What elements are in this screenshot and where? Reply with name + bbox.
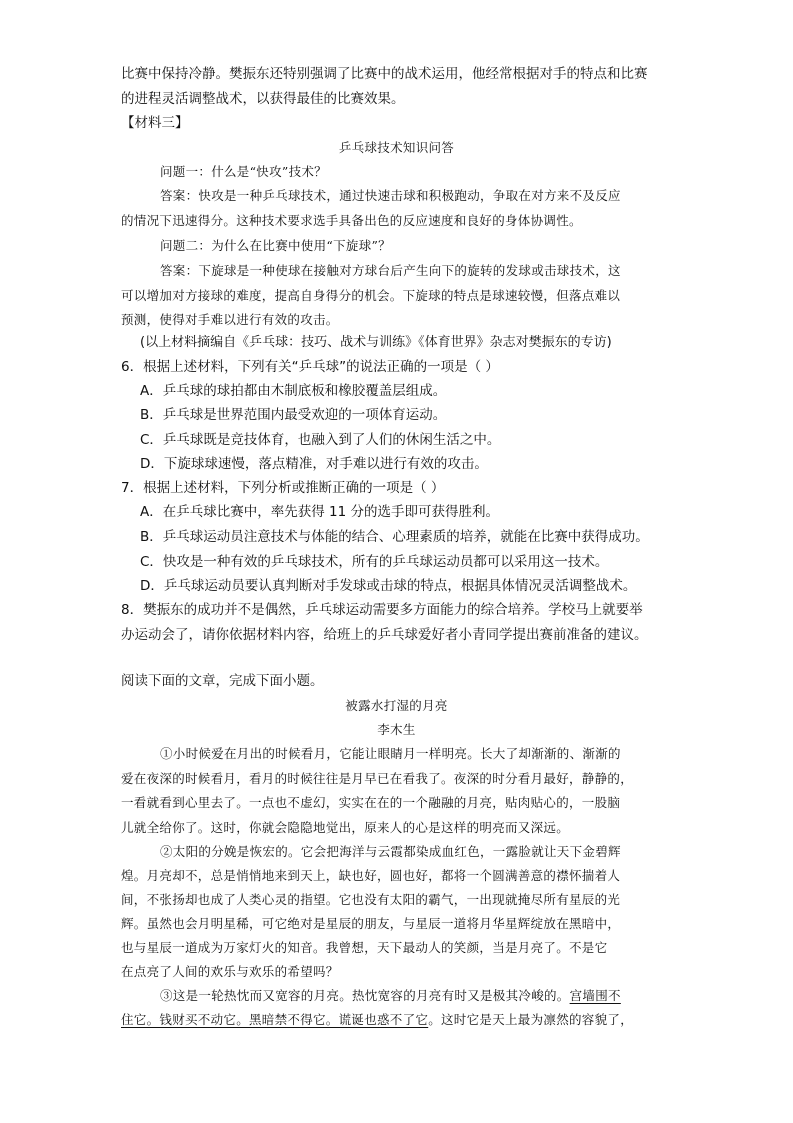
material3-answer-2: 可以增加对方接球的难度，提高自身得分的机会。下旋球的特点是球速较慢，但落点难以 — [121, 288, 621, 303]
question-8-stem: 办运动会了，请你依据材料内容，给班上的乒乓球爱好者小青同学提出赛前准备的建议。 — [121, 627, 648, 643]
material3-answer-2: 预测，使得对手难以进行有效的攻击。 — [121, 312, 339, 327]
paragraph-1-line: 爱在夜深的时候看月，看月的时候往往是月早已在看我了。夜深的时分看月最好，静静的， — [121, 771, 634, 786]
question-8-stem: 8．樊振东的成功并不是偶然，乒乓球运动需要多方面能力的综合培养。学校马上就要举 — [121, 602, 643, 618]
question-7-stem: 7．根据上述材料，下列分析或推断正确的一项是（ ） — [121, 480, 445, 496]
paragraph-2-line: 也与星辰一道成为万家灯火的知音。我曾想，天下最动人的笑颜，当是月亮了。不是它 — [121, 940, 608, 955]
paragraph-2-line: 在点亮了人间的欢乐与欢乐的希望吗？ — [121, 964, 339, 979]
material2-text-line: 比赛中保持冷静。樊振东还特别强调了比赛中的战术运用，他经常根据对手的特点和比赛 — [121, 66, 648, 82]
article-author: 李木生 — [377, 722, 416, 737]
paragraph-1-line: ①小时候爱在月出的时候看月，它能让眼睛月一样明亮。长大了却渐渐的、渐渐的 — [160, 746, 621, 761]
paragraph-3-text: ③这是一轮热忱而又宽容的月亮。热忱宽容的月亮有时又是极其冷峻的。 — [160, 988, 570, 1003]
material2-text-line: 的进程灵活调整战术，以获得最佳的比赛效果。 — [121, 91, 405, 107]
material3-label: 【材料三】 — [121, 115, 189, 131]
material3-question-1: 问题一：什么是“快攻”技术？ — [160, 164, 327, 179]
question-7-option-b[interactable]: B．乒乓球运动员注意技术与体能的结合、心理素质的培养，就能在比赛中获得成功。 — [140, 529, 649, 545]
article-title: 被露水打湿的月亮 — [345, 698, 448, 713]
paragraph-2-line: 间，不张扬却也成了人类心灵的指望。它也没有太阳的霸气，一出现就掩尽所有星辰的光 — [121, 892, 621, 907]
material3-title: 乒乓球技术知识问答 — [338, 140, 455, 155]
question-6-option-b[interactable]: B．乒乓球是世界范围内最受欢迎的一项体育运动。 — [140, 407, 447, 423]
underlined-text: 住它。钱财买不动它。黑暗禁不得它。谎诞也惑不了它 — [121, 1012, 429, 1027]
paragraph-2-line: 煌。月亮却不，总是悄悄地来到天上，缺也好，圆也好，都将一个圆满善意的襟怀揣着人 — [121, 868, 621, 883]
material3-answer-1: 答案：快攻是一种乒乓球技术，通过快速击球和积极跑动，争取在对方来不及反应 — [160, 188, 621, 203]
underlined-text: 宫墙围不 — [569, 988, 621, 1003]
paragraph-3-line — [160, 986, 621, 1006]
question-6-option-d[interactable]: D．下旋球球速慢，落点精准，对手难以进行有效的攻击。 — [140, 456, 488, 472]
reading-instruction: 阅读下面的文章，完成下面小题。 — [121, 673, 324, 689]
paragraph-2-line: ②太阳的分娩是恢宏的。它会把海洋与云霞都染成血红色，一露脸就让天下金碧辉 — [160, 844, 621, 859]
material3-answer-1: 的情况下迅速得分。这种技术要求选手具备出色的反应速度和良好的身体协调性。 — [121, 213, 582, 228]
paragraph-2-line: 辉。虽然也会月明星稀，可它绝对是星辰的朋友，与星辰一道将月华星辉绽放在黑暗中， — [121, 916, 621, 931]
question-6-option-a[interactable]: A．乒乓球的球拍都由木制底板和橡胶覆盖层组成。 — [140, 383, 447, 399]
paragraph-1-line: 一看就看到心里去了。一点也不虚幻，实实在在的一个融融的月亮，贴肉贴心的，一股脑 — [121, 795, 621, 810]
source-note: (以上材料摘编自《乒乓球：技巧、战术与训练》《体育世界》杂志对樊振东的专访) — [140, 335, 612, 350]
question-7-option-d[interactable]: D．乒乓球运动员要认真判断对手发球或击球的特点，根据具体情况灵活调整战术。 — [140, 578, 637, 594]
paragraph-1-line: 儿就全给你了。这时，你就会隐隐地觉出，原来人的心是这样的明亮而又深远。 — [121, 820, 570, 835]
material3-question-2: 问题二：为什么在比赛中使用“下旋球”？ — [160, 238, 391, 253]
question-6-stem: 6．根据上述材料，下列有关“乒乓球”的说法正确的一项是（ ） — [121, 359, 499, 375]
material3-answer-2: 答案：下旋球是一种使球在接触对方球台后产生向下的旋转的发球或击球技术，这 — [160, 263, 621, 278]
question-7-option-a[interactable]: A．在乒乓球比赛中，率先获得 11 分的选手即可获得胜利。 — [140, 504, 499, 520]
question-7-option-c[interactable]: C．快攻是一种有效的乒乓球技术，所有的乒乓球运动员都可以采用这一技术。 — [140, 554, 609, 570]
paragraph-3-text: 。这时它是天上最为凛然的容貌了， — [428, 1012, 634, 1027]
paragraph-3-line — [121, 1010, 633, 1030]
question-6-option-c[interactable]: C．乒乓球既是竞技体育，也融入到了人们的休闲生活之中。 — [140, 432, 501, 448]
